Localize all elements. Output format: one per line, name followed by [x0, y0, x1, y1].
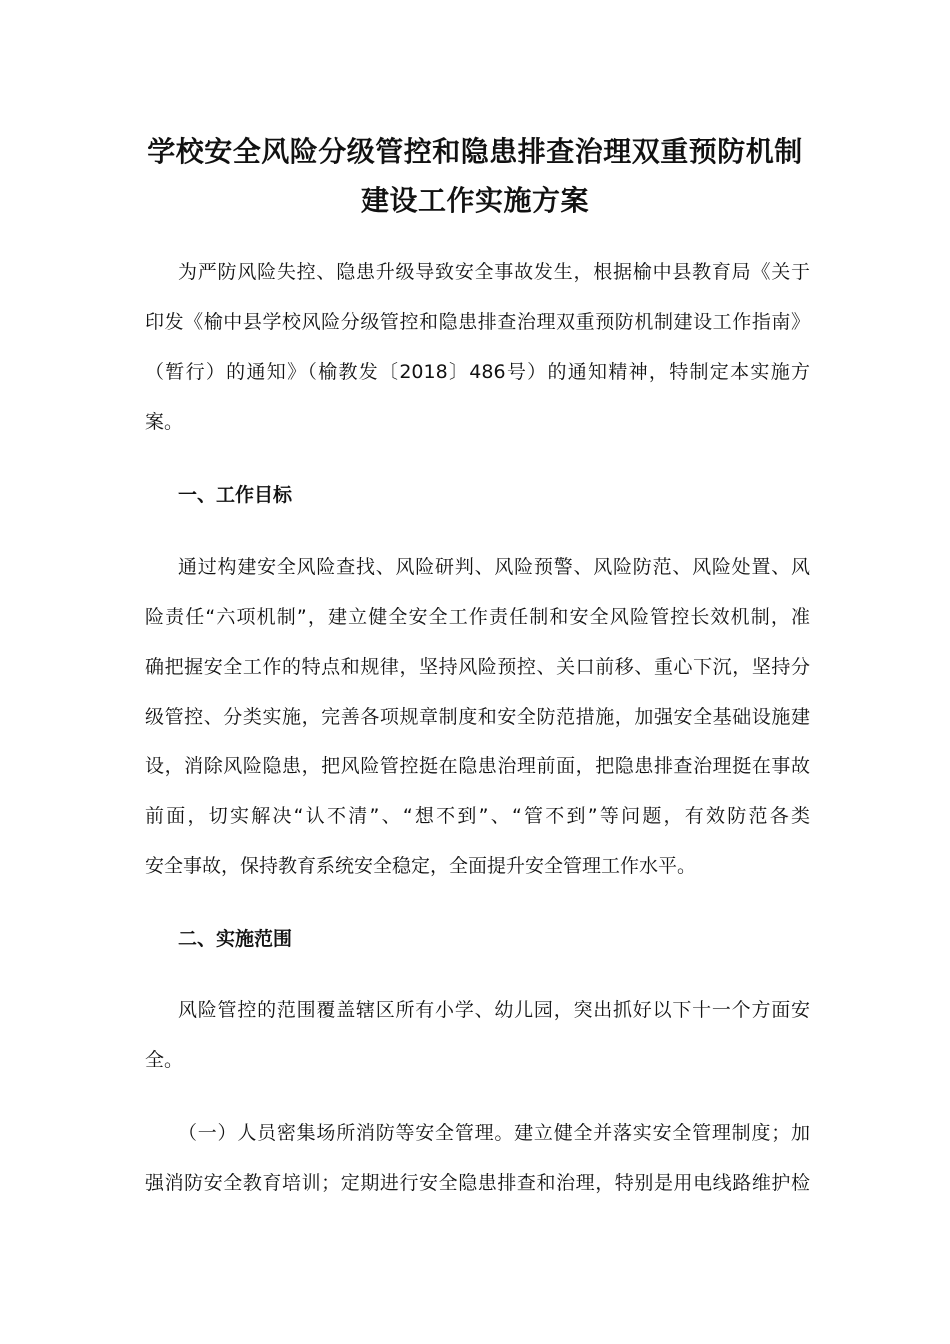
intro-line-1: 为严防风险失控、隐患升级导致安全事故发生，根据榆中县教育局《关于 [178, 261, 810, 283]
section-2-heading: 二、实施范围 [178, 928, 293, 950]
intro-line-3: （暂行）的通知》（榆教发〔2018〕486号）的通知精神，特制定本实施方 [145, 361, 810, 383]
document-title-line-1: 学校安全风险分级管控和隐患排查治理双重预防机制 [147, 135, 803, 168]
section-2-line-2: 全。 [145, 1049, 184, 1071]
section-1-line-7: 安全事故，保持教育系统安全稳定，全面提升安全管理工作水平。 [145, 855, 697, 877]
section-1-line-2: 险责任“六项机制”，建立健全安全工作责任制和安全风险管控长效机制，准 [145, 606, 810, 628]
section-1-heading: 一、工作目标 [178, 484, 293, 506]
section-1-line-4: 级管控、分类实施，完善各项规章制度和安全防范措施，加强安全基础设施建 [145, 706, 810, 728]
section-1-line-1: 通过构建安全风险查找、风险研判、风险预警、风险防范、风险处置、风 [178, 556, 810, 578]
section-1-line-5: 设，消除风险隐患，把风险管控挺在隐患治理前面，把隐患排查治理挺在事故 [145, 755, 810, 777]
document-title-line-2: 建设工作实施方案 [360, 184, 589, 217]
intro-line-4: 案。 [145, 411, 184, 433]
item-1-line-1: （一）人员密集场所消防等安全管理。建立健全并落实安全管理制度；加 [178, 1122, 810, 1144]
section-1-line-3: 确把握安全工作的特点和规律，坚持风险预控、关口前移、重心下沉，坚持分 [145, 656, 810, 678]
section-1-line-6: 前面，切实解决“认不清”、“想不到”、“管不到”等问题，有效防范各类 [145, 805, 810, 827]
item-1-line-2: 强消防安全教育培训；定期进行安全隐患排查和治理，特别是用电线路维护检 [145, 1172, 810, 1194]
intro-line-2: 印发《榆中县学校风险分级管控和隐患排查治理双重预防机制建设工作指南》 [145, 311, 810, 333]
section-2-line-1: 风险管控的范围覆盖辖区所有小学、幼儿园，突出抓好以下十一个方面安 [178, 999, 810, 1021]
